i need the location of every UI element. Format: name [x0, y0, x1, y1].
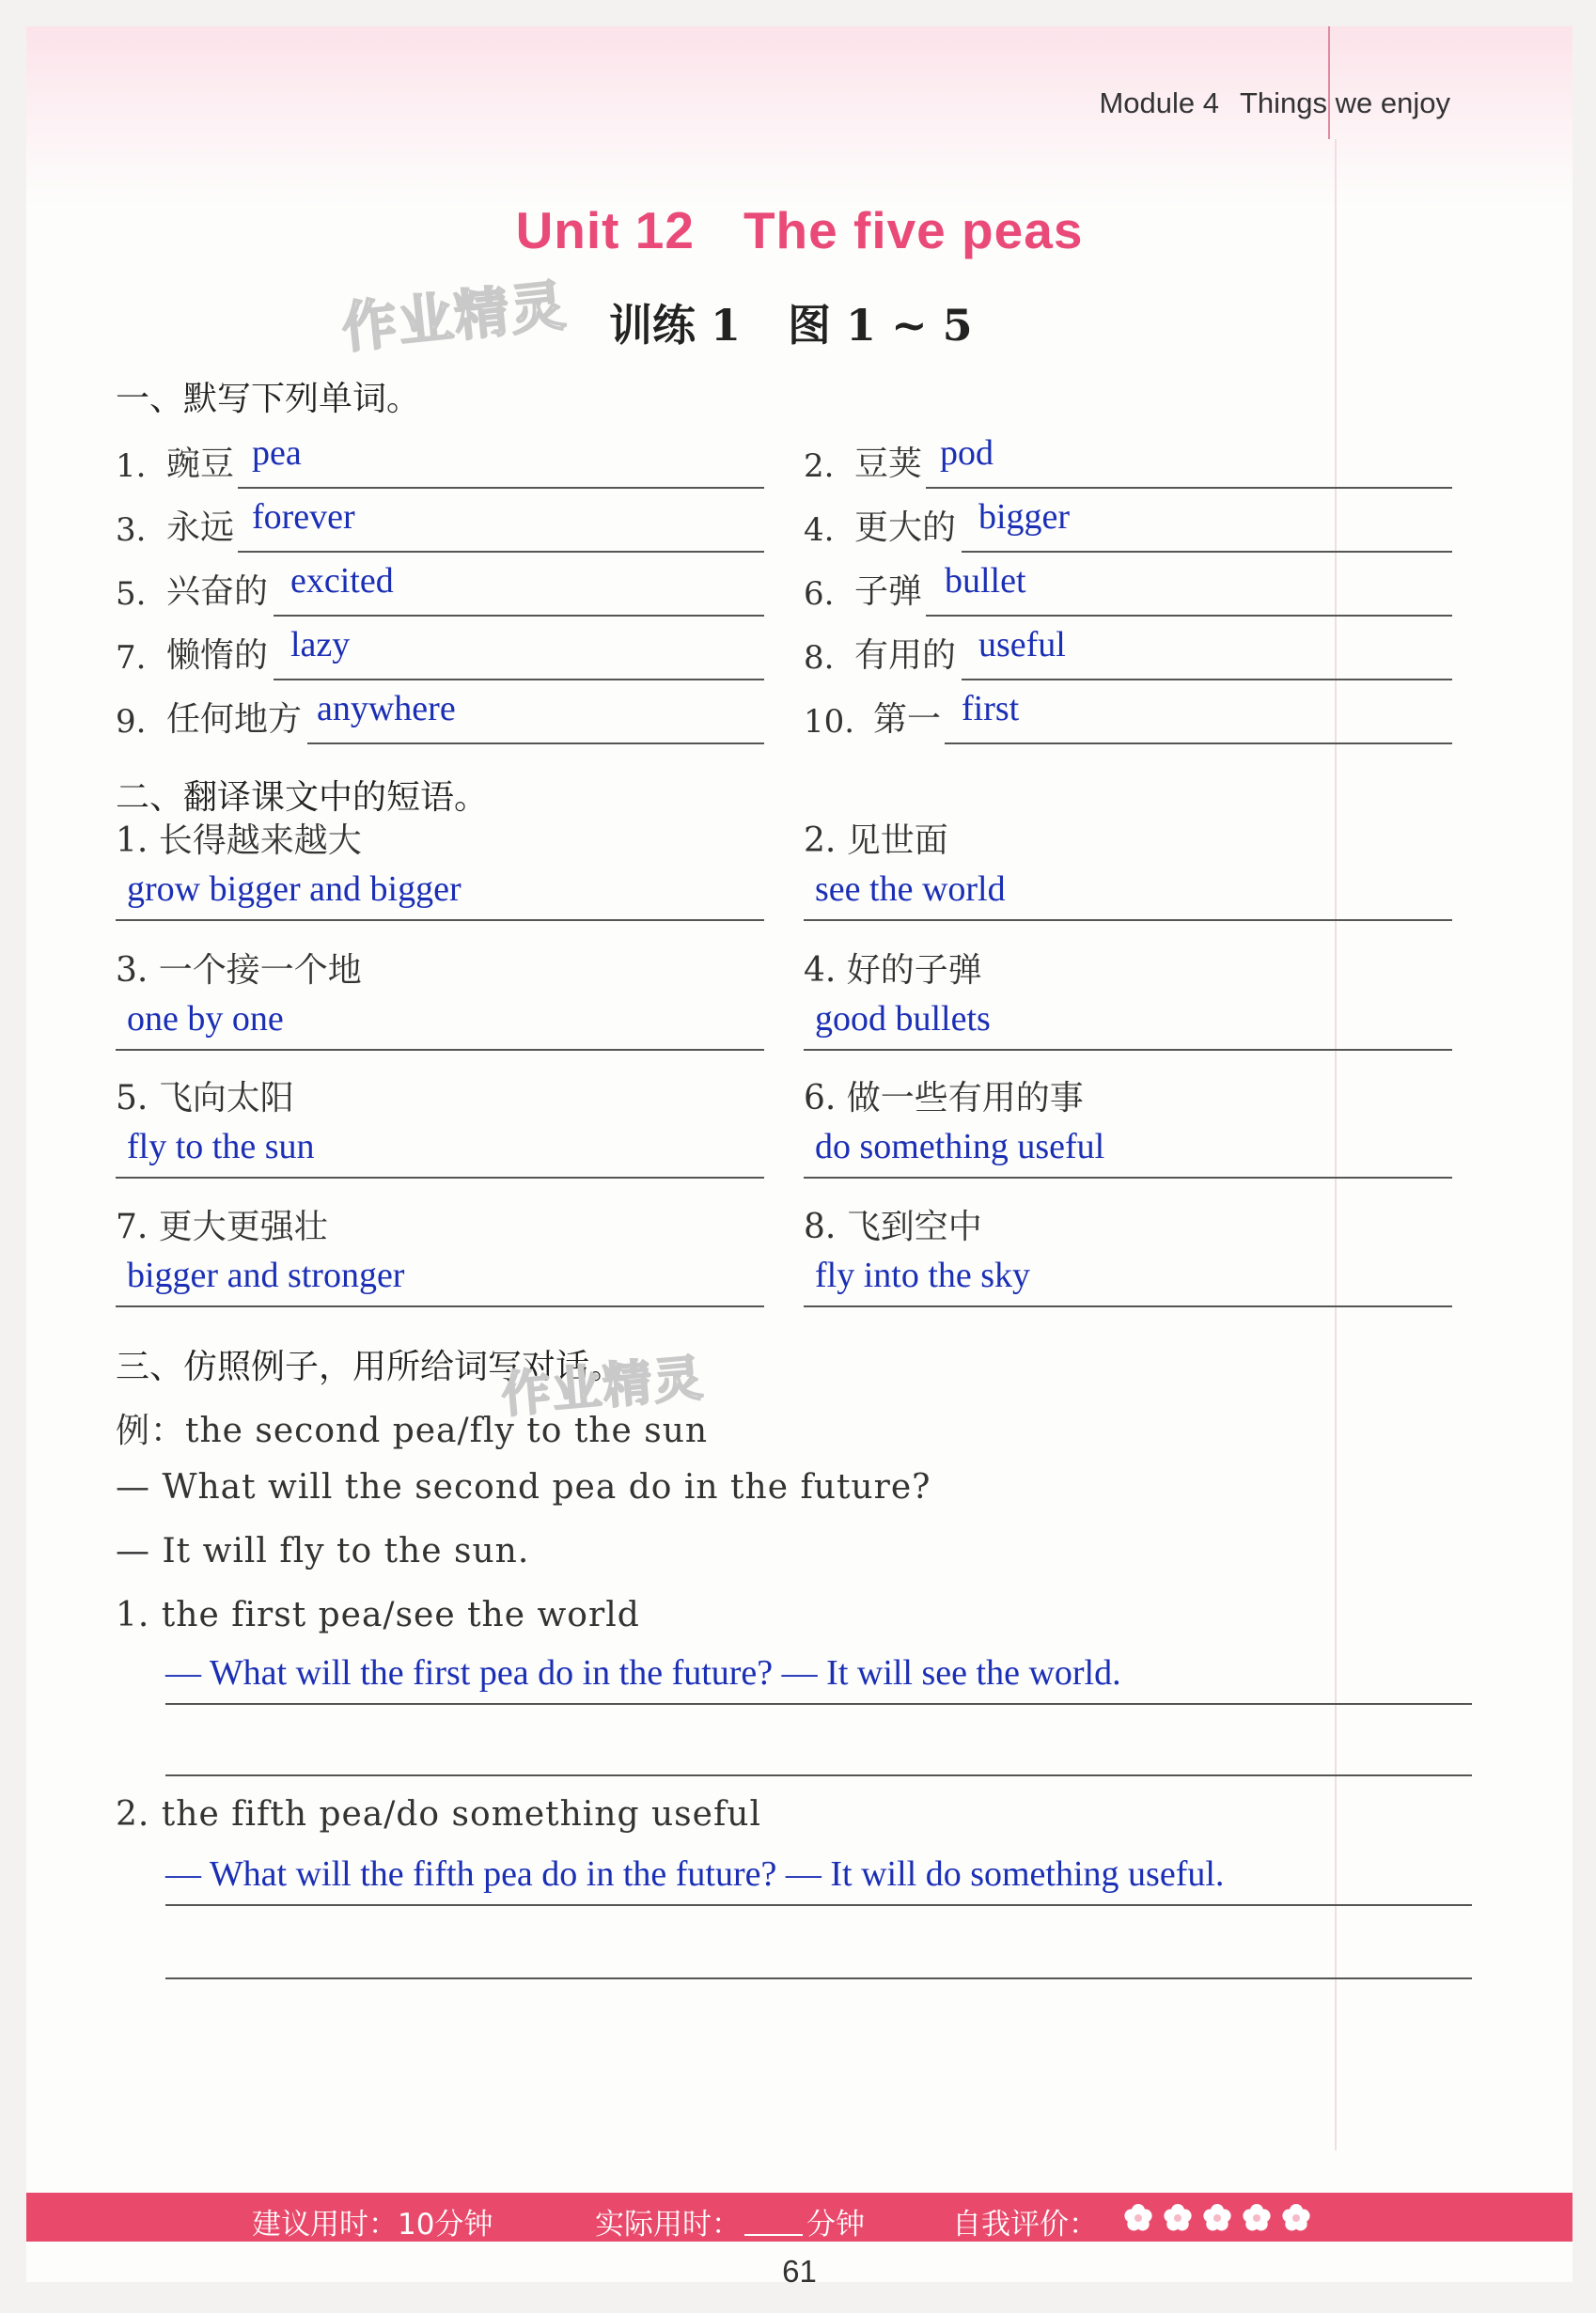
chinese-word: 永远 — [166, 508, 235, 547]
watermark-logo: 作业精灵 — [338, 273, 571, 361]
word-item — [116, 427, 764, 489]
word-item — [804, 618, 1452, 680]
module-header — [1099, 86, 1450, 120]
unit-name: The five peas — [743, 201, 1084, 259]
flower-icon[interactable] — [1240, 2204, 1274, 2232]
answer-line — [926, 615, 1452, 617]
phrase-answer[interactable]: do something useful — [815, 1127, 1105, 1166]
answer-line — [165, 1904, 1472, 1906]
section1-heading: 一、默写下列单词。 — [116, 380, 421, 418]
answer-line — [116, 1305, 764, 1307]
phrase-item — [804, 1200, 1452, 1313]
item-number: 4. — [804, 511, 835, 549]
phrase-item — [116, 1071, 764, 1184]
word-item — [116, 555, 764, 617]
answer-text[interactable]: pea — [252, 433, 302, 473]
rating-flowers[interactable] — [1121, 2204, 1319, 2240]
phrase-prompt: 1. 长得越来越大 — [116, 821, 362, 860]
item-number: 5. — [116, 575, 147, 613]
lesson-pages: 图 1 ~ 5 — [788, 300, 973, 351]
unit-title — [26, 200, 1573, 260]
watermark-logo: 作业精灵 — [499, 1350, 707, 1425]
chinese-word: 更大的 — [854, 508, 957, 547]
answer-text[interactable]: excited — [290, 561, 394, 601]
example-answer: — It will fly to the sun. — [116, 1532, 530, 1571]
phrase-item — [116, 1200, 764, 1313]
answer-text[interactable]: lazy — [290, 625, 351, 664]
chinese-word: 有用的 — [854, 636, 957, 675]
item-number: 10. — [804, 703, 855, 741]
item-number: 1. — [116, 447, 147, 485]
answer-text[interactable]: bullet — [945, 561, 1026, 601]
answer-line — [238, 487, 764, 489]
answer-line — [804, 1177, 1452, 1179]
phrase-prompt: 8. 飞到空中 — [804, 1208, 982, 1246]
example-prompt: 例：the second pea/fly to the sun — [116, 1412, 709, 1450]
dialogue-answer[interactable]: — What will the fifth pea do in the future? — It will do something useful. — [165, 1854, 1225, 1894]
word-item — [804, 491, 1452, 553]
answer-line — [274, 615, 764, 617]
item-number: 9. — [116, 703, 147, 741]
actual-time-label: 实际用时： — [595, 2208, 741, 2242]
item-number: 6. — [804, 575, 835, 613]
answer-line — [962, 679, 1452, 680]
flower-icon[interactable] — [1121, 2204, 1155, 2232]
phrase-prompt: 3. 一个接一个地 — [116, 951, 362, 990]
actual-time — [595, 2200, 865, 2243]
phrase-prompt: 6. 做一些有用的事 — [804, 1079, 1084, 1117]
dialogue-answer[interactable]: — What will the first pea do in the future? — It will see the world. — [165, 1653, 1121, 1693]
phrase-item — [804, 814, 1452, 927]
unit-label: Unit 12 — [515, 201, 695, 259]
section2-heading: 二、翻译课文中的短语。 — [116, 778, 489, 817]
flower-icon[interactable] — [1200, 2204, 1234, 2232]
answer-line — [307, 742, 764, 744]
phrase-answer[interactable]: bigger and stronger — [127, 1256, 405, 1295]
answer-text[interactable]: anywhere — [317, 689, 456, 728]
word-item — [116, 491, 764, 553]
chinese-word: 懒惰的 — [166, 636, 269, 675]
phrase-prompt: 2. 见世面 — [804, 821, 948, 860]
answer-line — [116, 1049, 764, 1051]
answer-line — [274, 679, 764, 680]
item-number: 7. — [116, 639, 147, 677]
phrase-item — [804, 944, 1452, 1056]
word-item — [116, 682, 764, 744]
answer-line — [804, 919, 1452, 921]
phrase-answer[interactable]: grow bigger and bigger — [127, 869, 462, 909]
chinese-word: 兴奋的 — [166, 572, 269, 611]
answer-line — [962, 551, 1452, 553]
suggested-time: 建议用时：10分钟 — [252, 2208, 493, 2242]
answer-line — [945, 742, 1452, 744]
answer-text[interactable]: useful — [978, 625, 1066, 664]
item-number: 3. — [116, 511, 147, 549]
module-title: Things we enjoy — [1239, 86, 1450, 119]
phrase-prompt: 4. 好的子弹 — [804, 951, 982, 990]
answer-line — [926, 487, 1452, 489]
chinese-word: 子弹 — [854, 572, 923, 611]
chinese-word: 任何地方 — [166, 700, 303, 739]
answer-text[interactable]: first — [962, 689, 1020, 728]
word-item — [804, 682, 1452, 744]
actual-time-unit: 分钟 — [806, 2208, 865, 2242]
dialogue-prompt: 2. the fifth pea/do something useful — [116, 1795, 761, 1834]
item-number: 8. — [804, 639, 835, 677]
self-evaluation-label: 自我评价： — [952, 2208, 1098, 2242]
answer-text[interactable]: pod — [940, 433, 994, 473]
worksheet-page — [26, 26, 1573, 2289]
chinese-word: 第一 — [873, 700, 942, 739]
actual-time-input[interactable] — [744, 2210, 803, 2236]
phrase-prompt: 5. 飞向太阳 — [116, 1079, 294, 1117]
flower-icon[interactable] — [1161, 2204, 1195, 2232]
example-question: — What will the second pea do in the future? — [116, 1468, 931, 1507]
item-number: 2. — [804, 447, 835, 485]
word-item — [804, 555, 1452, 617]
phrase-answer[interactable]: one by one — [127, 999, 284, 1039]
answer-line — [116, 1177, 764, 1179]
phrase-item — [804, 1071, 1452, 1184]
module-label: Module 4 — [1099, 86, 1219, 119]
phrase-item — [116, 944, 764, 1056]
phrase-answer[interactable]: fly into the sky — [815, 1256, 1031, 1295]
page-number: 61 — [782, 2254, 817, 2289]
header-divider — [1328, 26, 1330, 139]
answer-line — [238, 551, 764, 553]
phrase-answer[interactable]: fly to the sun — [127, 1127, 315, 1166]
lesson-title — [609, 291, 1020, 353]
section3-heading: 三、仿照例子，用所给词写对话。 — [116, 1348, 624, 1386]
answer-text[interactable]: forever — [252, 497, 355, 537]
lesson-label: 训练 1 — [609, 300, 742, 351]
dialogue-prompt: 1. the first pea/see the world — [116, 1596, 640, 1634]
phrase-prompt: 7. 更大更强壮 — [116, 1208, 328, 1246]
answer-line — [165, 1774, 1472, 1776]
chinese-word: 豌豆 — [166, 445, 235, 483]
answer-text[interactable]: bigger — [978, 497, 1071, 537]
answer-line — [116, 919, 764, 921]
chinese-word: 豆荚 — [854, 445, 923, 483]
answer-line — [165, 1703, 1472, 1705]
footer-bar — [26, 2193, 1573, 2242]
answer-line — [804, 1049, 1452, 1051]
phrase-answer[interactable]: good bullets — [815, 999, 991, 1039]
answer-line — [804, 1305, 1452, 1307]
word-item — [804, 427, 1452, 489]
flower-icon[interactable] — [1279, 2204, 1313, 2232]
word-item — [116, 618, 764, 680]
answer-line — [165, 1977, 1472, 1979]
phrase-item — [116, 814, 764, 927]
phrase-answer[interactable]: see the world — [815, 869, 1006, 909]
